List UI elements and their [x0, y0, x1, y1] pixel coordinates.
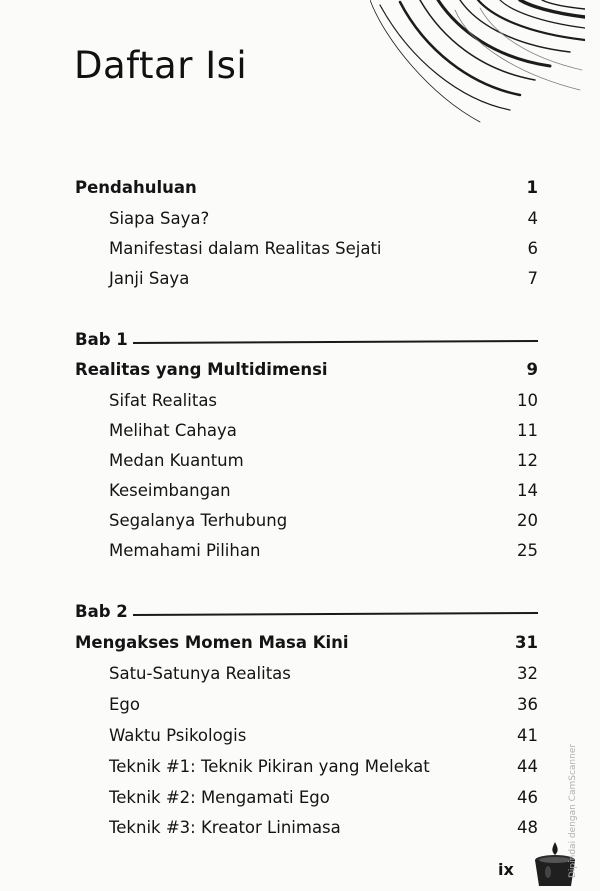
toc-label: Sifat Realitas: [109, 391, 218, 410]
toc-label: Pendahuluan: [75, 178, 197, 197]
toc-label: Mengakses Momen Masa Kini: [75, 633, 349, 652]
toc-item[interactable]: [109, 508, 538, 534]
toc-label: Segalanya Terhubung: [109, 511, 288, 530]
toc-label: Waktu Psikologis: [109, 726, 247, 745]
toc-page-number: 14: [517, 481, 538, 500]
toc-label: Keseimbangan: [109, 481, 231, 500]
toc-label: Siapa Saya?: [109, 209, 210, 228]
chapter-divider-bab-1: [75, 327, 538, 353]
toc-section-pendahuluan[interactable]: [75, 175, 538, 201]
toc-page-number: 9: [526, 360, 538, 379]
toc-page-number: 25: [517, 541, 538, 560]
toc-page-number: 6: [527, 239, 538, 258]
toc-page-number: 32: [517, 664, 538, 683]
page-title: Daftar Isi: [74, 44, 248, 87]
divider-line: [133, 340, 538, 344]
swirl-decoration: [370, 0, 585, 130]
toc-item[interactable]: [109, 785, 538, 811]
toc-item[interactable]: [109, 692, 538, 718]
toc-label: Satu-Satunya Realitas: [109, 664, 291, 683]
toc-chapter-heading[interactable]: [75, 630, 538, 656]
toc-item[interactable]: [109, 388, 538, 414]
toc-label: Teknik #1: Teknik Pikiran yang Melekat: [109, 757, 430, 776]
toc-label: Manifestasi dalam Realitas Sejati: [109, 239, 382, 258]
divider-line: [133, 612, 538, 616]
toc-page-number: 10: [517, 391, 538, 410]
toc-label: Ego: [109, 695, 140, 714]
toc-item[interactable]: [109, 723, 538, 749]
toc-item[interactable]: [109, 538, 538, 564]
toc-page-number: 11: [517, 421, 538, 440]
page-number: ix: [498, 860, 514, 879]
toc-page-number: 36: [517, 695, 538, 714]
toc-page-number: 48: [517, 818, 538, 837]
toc-page-number: 4: [527, 209, 538, 228]
toc-label: Realitas yang Multidimensi: [75, 360, 328, 379]
toc-page-number: 31: [515, 633, 538, 652]
chapter-divider-bab-2: [75, 599, 538, 625]
toc-item[interactable]: [109, 478, 538, 504]
toc-item[interactable]: [109, 266, 538, 292]
chapter-number: Bab 2: [75, 602, 128, 621]
toc-page-number: 12: [517, 451, 538, 470]
toc-label: Melihat Cahaya: [109, 421, 237, 440]
toc-item[interactable]: [109, 815, 538, 841]
toc-page-number: 44: [517, 757, 538, 776]
toc-item[interactable]: [109, 236, 538, 262]
toc-item[interactable]: [109, 206, 538, 232]
toc-label: Medan Kuantum: [109, 451, 244, 470]
toc-page-number: 41: [517, 726, 538, 745]
toc-label: Memahami Pilihan: [109, 541, 261, 560]
toc-label: Janji Saya: [109, 269, 190, 288]
toc-chapter-heading[interactable]: [75, 357, 538, 383]
toc-item[interactable]: [109, 754, 538, 780]
toc-page-number: 20: [517, 511, 538, 530]
toc-item[interactable]: [109, 418, 538, 444]
toc-page-number: 46: [517, 788, 538, 807]
toc-label: Teknik #3: Kreator Linimasa: [109, 818, 341, 837]
toc-page-number: 1: [526, 178, 538, 197]
toc-item[interactable]: [109, 448, 538, 474]
toc-label: Teknik #2: Mengamati Ego: [109, 788, 330, 807]
toc-item[interactable]: [109, 661, 538, 687]
scanner-watermark: Dipindai dengan CamScanner: [568, 743, 578, 878]
toc-page-number: 7: [527, 269, 538, 288]
chapter-number: Bab 1: [75, 330, 128, 349]
